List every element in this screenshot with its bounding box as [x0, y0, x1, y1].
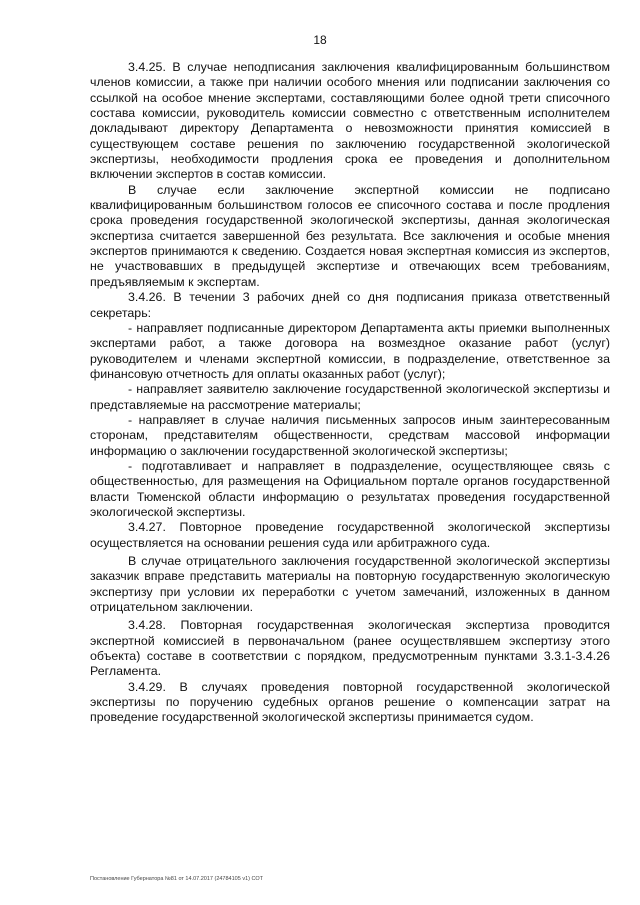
- footer-reference: Постановление Губернатора №81 от 14.07.2017 (24784105 v1) СОТ: [90, 876, 263, 882]
- paragraph-3-4-29: 3.4.29. В случаях проведения повторной государственной экологической экспертизы по поручению судебных органов решение о компенсации затрат на проведение государственной экологической экспертизы принимается судом.: [90, 679, 610, 725]
- body-text: [90, 60, 610, 726]
- list-item-applicant: - направляет заявителю заключение государственной экологической экспертизы и представляемые на рассмотрение материалы;: [90, 382, 610, 412]
- paragraph-negative-conclusion: В случае отрицательного заключения государственной экологической экспертизы заказчик вправе представить материалы на повторную государственную экологическую экспертизу при условии их переработки с учетом замечаний, изложенных в данном отрицательном заключении.: [90, 554, 610, 615]
- list-item-acts: - направляет подписанные директором Департамента акты приемки выполненных экспертами работ, а также договора на возмездное оказание работ (услуг) руководителем и членами экспертной комиссии, в подразделение, ответственное за финансовую отчетность для оплаты оказанных работ (услуг);: [90, 320, 610, 381]
- paragraph-3-4-27: 3.4.27. Повторное проведение государственной экологической экспертизы осуществляется на основании решения суда или арбитражного суда.: [90, 520, 610, 550]
- paragraph-3-4-25: 3.4.25. В случае неподписания заключения квалифицированным большинством членов комиссии, а также при наличии особого мнения или подписании заключения со ссылкой на особое мнение экспертами, составляющими более одной трети списочного состава комиссии, руководитель комиссии совместно с ответственным исполнителем докладывают директору Департамента о невозможности принятия комиссией в существующем составе решения по заключению государственной экологической экспертизы, необходимости продления срока ее проведения и дополнительном включении экспертов в состав комиссии.: [90, 60, 610, 182]
- paragraph-no-quorum: В случае если заключение экспертной комиссии не подписано квалифицированным большинством голосов ее списочного состава и после продления срока проведения государственной экологической экспертизы, данная экологическая экспертиза считается завершенной без результата. Все заключения и особые мнения экспертов принимаются к сведению. Создается новая экспертная комиссия из экспертов, не участвовавших в предыдущей экспертизе и отвечающих всем требованиям, предъявляемым к экспертам.: [90, 182, 610, 289]
- paragraph-3-4-26: 3.4.26. В течении 3 рабочих дней со дня подписания приказа ответственный секретарь:: [90, 290, 610, 320]
- list-item-portal: - подготавливает и направляет в подразделение, осуществляющее связь с общественностью, для размещения на Официальном портале органов государственной власти Тюменской области информацию о результатах проведения государственной экологической экспертизы.: [90, 458, 610, 519]
- paragraph-3-4-28: 3.4.28. Повторная государственная экологическая экспертиза проводится экспертной комиссией в первоначальном (ранее осуществлявшем экспертизу этого объекта) составе в соответствии с порядком, предусмотренным пунктами 3.3.1-3.4.26 Регламента.: [90, 618, 610, 679]
- list-item-requests: - направляет в случае наличия письменных запросов иным заинтересованным сторонам, представителям общественности, средствам массовой информации информацию о заключении государственной экологической экспертизы;: [90, 412, 610, 458]
- page-number: 18: [313, 33, 327, 47]
